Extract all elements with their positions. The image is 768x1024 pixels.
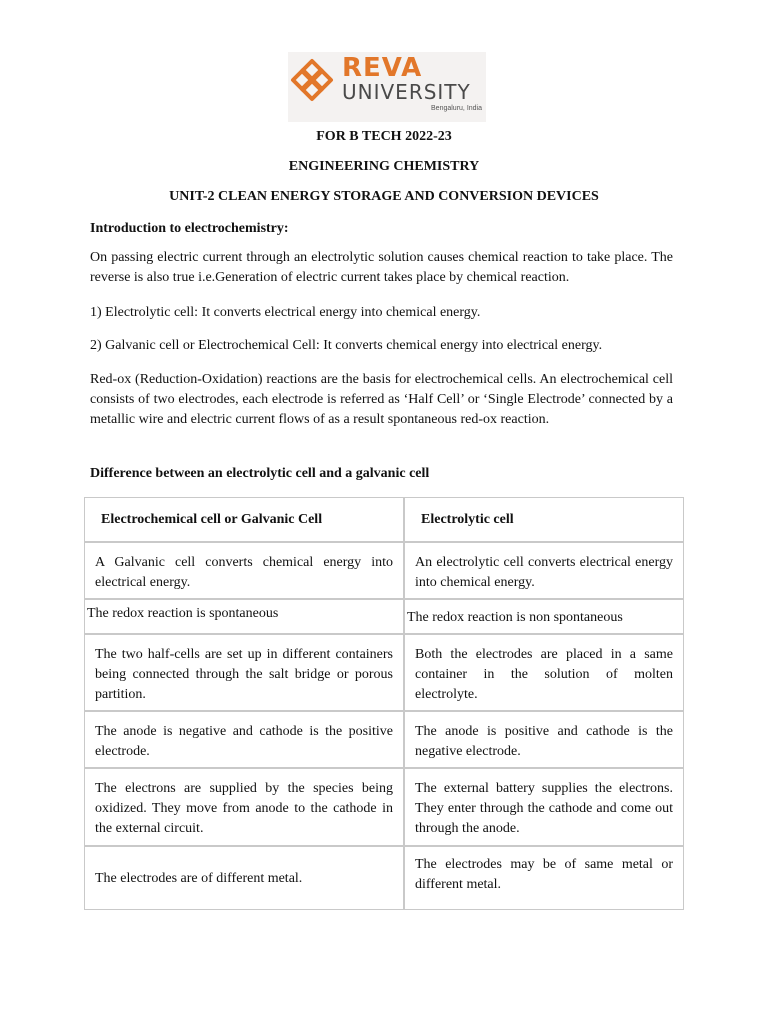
table-row [84, 542, 684, 599]
course-heading: FOR B TECH 2022-23 [316, 129, 452, 144]
table-row [84, 711, 684, 768]
unit-heading: UNIT-2 CLEAN ENERGY STORAGE AND CONVERSION DEVICES [169, 189, 599, 204]
electrolytic-cell-definition: 1) Electrolytic cell: It converts electrical energy into chemical energy. [90, 305, 481, 320]
knot-emblem-icon [290, 58, 334, 102]
logo-location: Bengaluru, India [431, 105, 482, 112]
logo-name-secondary: UNIVERSITY [342, 80, 471, 104]
table-header-cell: Electrolytic cell [404, 497, 684, 542]
subject-heading: ENGINEERING CHEMISTRY [288, 159, 480, 174]
table-row [84, 846, 684, 910]
table-header-cell: Electrochemical cell or Galvanic Cell [84, 497, 404, 542]
intro-paragraph: On passing electric current through an electrolytic solution causes chemical reaction to take place. The reverse is also true i.e.Generation of electric current takes place by chemical reaction. [90, 250, 673, 285]
table-cell: The electrodes are of different metal. [84, 846, 404, 910]
table-cell: The redox reaction is spontaneous [84, 599, 404, 634]
table-cell: The external battery supplies the electrons. They enter through the cathode and come out through the anode. [404, 768, 684, 846]
table-cell: Both the electrodes are placed in a same container in the solution of molten electrolyte. [404, 634, 684, 711]
galvanic-cell-definition: 2) Galvanic cell or Electrochemical Cell: It converts chemical energy into electrical energy. [90, 338, 603, 353]
intro-title: Introduction to electrochemistry: [90, 221, 289, 236]
table-cell: The redox reaction is non spontaneous [404, 599, 684, 634]
redox-paragraph: Red-ox (Reduction-Oxidation) reactions are the basis for electrochemical cells. An electrochemical cell consists of two electrodes, each electrode is referred as ‘Half Cell’ or ‘Single Electrode’ connected by a metallic wire and electric current flows of as a result spontaneous red-ox reaction. [90, 372, 673, 427]
table-cell: The anode is negative and cathode is the positive electrode. [84, 711, 404, 768]
table-header-row [84, 497, 684, 542]
logo-name-primary: REVA [342, 53, 423, 83]
table-row [84, 634, 684, 711]
table-cell: The electrons are supplied by the species being oxidized. They move from anode to the cathode in the external circuit. [84, 768, 404, 846]
table-cell: The anode is positive and cathode is the negative electrode. [404, 711, 684, 768]
difference-title: Difference between an electrolytic cell and a galvanic cell [90, 466, 430, 481]
table-row [84, 768, 684, 846]
table-cell: The electrodes may be of same metal or different metal. [404, 846, 684, 910]
table-cell: An electrolytic cell converts electrical energy into chemical energy. [404, 542, 684, 599]
table-cell: A Galvanic cell converts chemical energy into electrical energy. [84, 542, 404, 599]
table-cell: The two half-cells are set up in different containers being connected through the salt bridge or porous partition. [84, 634, 404, 711]
university-logo [288, 52, 486, 122]
comparison-table [84, 497, 684, 910]
table-row [84, 599, 684, 634]
